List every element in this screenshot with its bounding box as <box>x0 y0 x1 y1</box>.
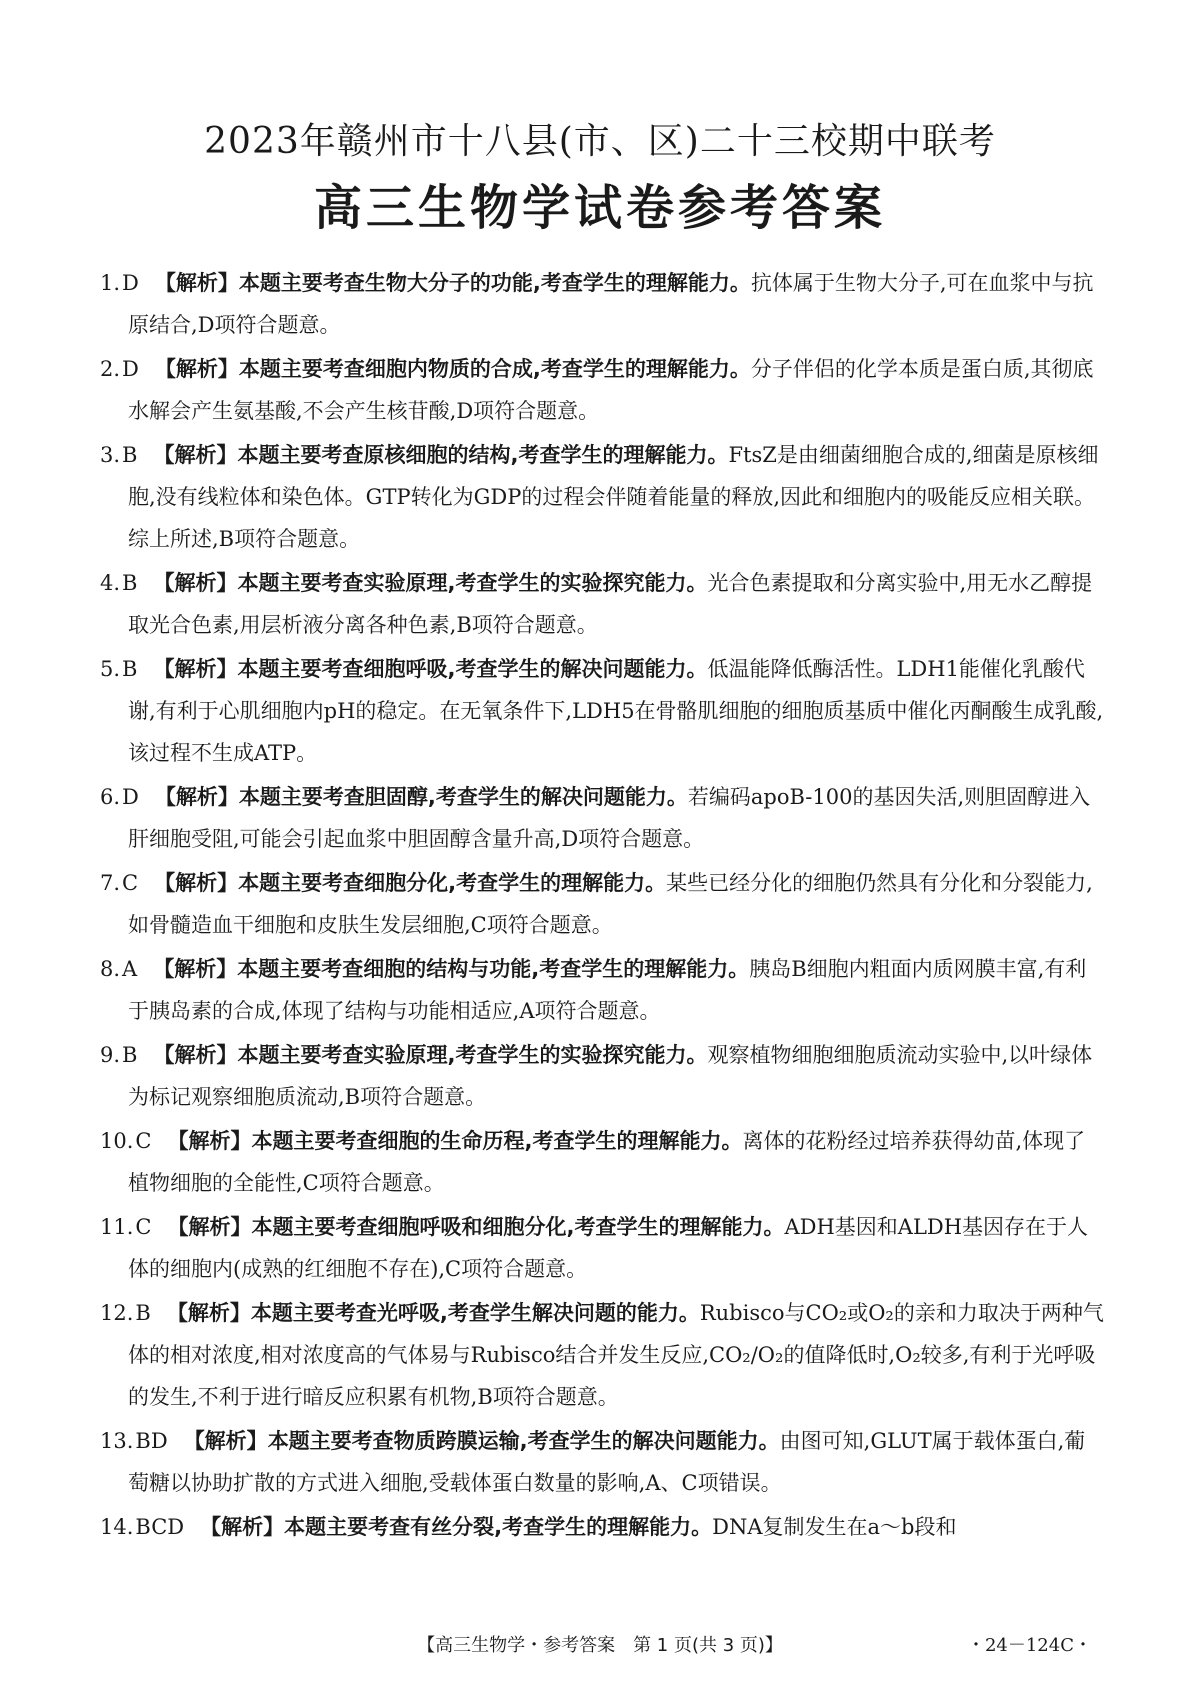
page-title: 高三生物学试卷参考答案 <box>313 180 886 236</box>
analysis-lead: 本题主要考查物质跨膜运输,考查学生的解决问题能力。 <box>267 1429 780 1453</box>
analysis-lead: 本题主要考查实验原理,考查学生的实验探究能力。 <box>237 571 708 595</box>
analysis-lead: 本题主要考查原核细胞的结构,考查学生的理解能力。 <box>237 443 729 467</box>
answer-item-13 <box>100 1420 1105 1504</box>
item-number: 3. <box>100 443 121 467</box>
analysis-lead: 本题主要考查细胞内物质的合成,考查学生的理解能力。 <box>238 357 751 381</box>
item-number: 4. <box>100 571 121 595</box>
analysis-tag: 【解析】 <box>153 571 238 595</box>
analysis-lead: 本题主要考查细胞呼吸,考查学生的解决问题能力。 <box>237 657 708 681</box>
analysis-text: 抗体属于生物大分子,可在血浆中与抗原结合,D项符合题意。 <box>128 271 1094 337</box>
analysis-tag: 【解析】 <box>154 871 239 895</box>
analysis-lead: 本题主要考查细胞分化,考查学生的理解能力。 <box>238 871 667 895</box>
analysis-text: 胰岛B细胞内粗面内质网膜丰富,有利于胰岛素的合成,体现了结构与功能相适应,A项符合题意。 <box>128 957 1087 1023</box>
analysis-tag: 【解析】 <box>153 1043 238 1067</box>
item-number: 13. <box>100 1429 134 1453</box>
item-number: 2. <box>100 357 121 381</box>
item-number: 14. <box>100 1515 134 1539</box>
answer-item-14 <box>100 1506 1105 1548</box>
answer-item-11 <box>100 1206 1105 1290</box>
item-answer: B <box>122 443 138 467</box>
item-answer: BD <box>135 1429 168 1453</box>
item-answer: A <box>122 957 138 981</box>
answer-item-2 <box>100 348 1105 432</box>
item-answer: BCD <box>135 1515 185 1539</box>
item-answer: C <box>135 1129 152 1153</box>
answer-item-4 <box>100 562 1105 646</box>
analysis-text: 离体的花粉经过培养获得幼苗,体现了植物细胞的全能性,C项符合题意。 <box>128 1129 1086 1195</box>
analysis-text: 若编码apoB-100的基因失活,则胆固醇进入肝细胞受阻,可能会引起血浆中胆固醇含量升高,D项符合题意。 <box>128 785 1091 851</box>
analysis-text: FtsZ是由细菌细胞合成的,细菌是原核细胞,没有线粒体和染色体。GTP转化为GDP的过程会伴随着能量的释放,因此和细胞内的吸能反应相关联。综上所述,B项符合题意。 <box>128 443 1099 551</box>
item-answer: B <box>135 1301 151 1325</box>
analysis-tag: 【解析】 <box>166 1301 251 1325</box>
analysis-text: 分子伴侣的化学本质是蛋白质,其彻底水解会产生氨基酸,不会产生核苷酸,D项符合题意。 <box>128 357 1094 423</box>
item-number: 7. <box>100 871 121 895</box>
analysis-text: 光合色素提取和分离实验中,用无水乙醇提取光合色素,用层析液分离各种色素,B项符合题意。 <box>128 571 1093 637</box>
item-number: 8. <box>100 957 121 981</box>
analysis-text: 低温能降低酶活性。LDH1能催化乳酸代谢,有利于心肌细胞内pH的稳定。在无氧条件下,LDH5在骨骼肌细胞的细胞质基质中催化丙酮酸生成乳酸,该过程不生成ATP。 <box>128 657 1104 765</box>
item-number: 6. <box>100 785 121 809</box>
analysis-tag: 【解析】 <box>200 1515 285 1539</box>
analysis-tag: 【解析】 <box>153 957 238 981</box>
analysis-lead: 本题主要考查细胞呼吸和细胞分化,考查学生的理解能力。 <box>251 1215 785 1239</box>
item-answer: C <box>122 871 139 895</box>
analysis-text: Rubisco与CO₂或O₂的亲和力取决于两种气体的相对浓度,相对浓度高的气体易与Rubisco结合并发生反应,CO₂/O₂的值降低时,O₂较多,有利于光呼吸的发生,不利于进行暗反应积累有机物,B项符合题意。 <box>128 1301 1104 1409</box>
analysis-lead: 本题主要考查实验原理,考查学生的实验探究能力。 <box>237 1043 708 1067</box>
answer-list <box>100 262 1105 1550</box>
footer-page-info: 【高三生物学・参考答案 第 1 页(共 3 页)】 <box>417 1635 783 1656</box>
analysis-tag: 【解析】 <box>154 271 239 295</box>
answer-item-5 <box>100 648 1105 774</box>
answer-item-1 <box>100 262 1105 346</box>
analysis-text: 由图可知,GLUT属于载体蛋白,葡萄糖以协助扩散的方式进入细胞,受载体蛋白数量的影响,A、C项错误。 <box>128 1429 1086 1495</box>
analysis-tag: 【解析】 <box>154 785 239 809</box>
analysis-lead: 本题主要考查细胞的结构与功能,考查学生的理解能力。 <box>237 957 750 981</box>
answer-item-6 <box>100 776 1105 860</box>
item-number: 5. <box>100 657 121 681</box>
analysis-text: 观察植物细胞细胞质流动实验中,以叶绿体为标记观察细胞质流动,B项符合题意。 <box>128 1043 1093 1109</box>
analysis-tag: 【解析】 <box>153 443 238 467</box>
analysis-tag: 【解析】 <box>167 1215 252 1239</box>
analysis-tag: 【解析】 <box>183 1429 268 1453</box>
item-number: 12. <box>100 1301 134 1325</box>
footer-doc-code: ・24－124C・ <box>966 1635 1092 1656</box>
analysis-lead: 本题主要考查光呼吸,考查学生解决问题的能力。 <box>250 1301 700 1325</box>
analysis-lead: 本题主要考查细胞的生命历程,考查学生的理解能力。 <box>251 1129 743 1153</box>
answer-item-8 <box>100 948 1105 1032</box>
item-answer: D <box>122 271 139 295</box>
item-answer: B <box>122 1043 138 1067</box>
item-answer: D <box>122 357 139 381</box>
analysis-tag: 【解析】 <box>154 357 239 381</box>
answer-item-7 <box>100 862 1105 946</box>
item-answer: B <box>122 571 138 595</box>
answer-item-9 <box>100 1034 1105 1118</box>
item-number: 1. <box>100 271 121 295</box>
item-number: 9. <box>100 1043 121 1067</box>
analysis-tag: 【解析】 <box>153 657 238 681</box>
answer-item-10 <box>100 1120 1105 1204</box>
analysis-text: DNA复制发生在a～b段和 <box>712 1515 957 1539</box>
answer-item-12 <box>100 1292 1105 1418</box>
exam-title: 2023年赣州市十八县(市、区)二十三校期中联考 <box>204 121 996 162</box>
analysis-text: ADH基因和ALDH基因存在于人体的细胞内(成熟的红细胞不存在),C项符合题意。 <box>128 1215 1089 1281</box>
item-number: 11. <box>100 1215 134 1239</box>
analysis-lead: 本题主要考查胆固醇,考查学生的解决问题能力。 <box>238 785 688 809</box>
analysis-text: 某些已经分化的细胞仍然具有分化和分裂能力,如骨髓造血干细胞和皮肤生发层细胞,C项符合题意。 <box>128 871 1093 937</box>
analysis-lead: 本题主要考查有丝分裂,考查学生的理解能力。 <box>284 1515 713 1539</box>
item-answer: C <box>135 1215 152 1239</box>
item-number: 10. <box>100 1129 134 1153</box>
item-answer: B <box>122 657 138 681</box>
analysis-lead: 本题主要考查生物大分子的功能,考查学生的理解能力。 <box>238 271 751 295</box>
item-answer: D <box>122 785 139 809</box>
answer-item-3 <box>100 434 1105 560</box>
analysis-tag: 【解析】 <box>167 1129 252 1153</box>
